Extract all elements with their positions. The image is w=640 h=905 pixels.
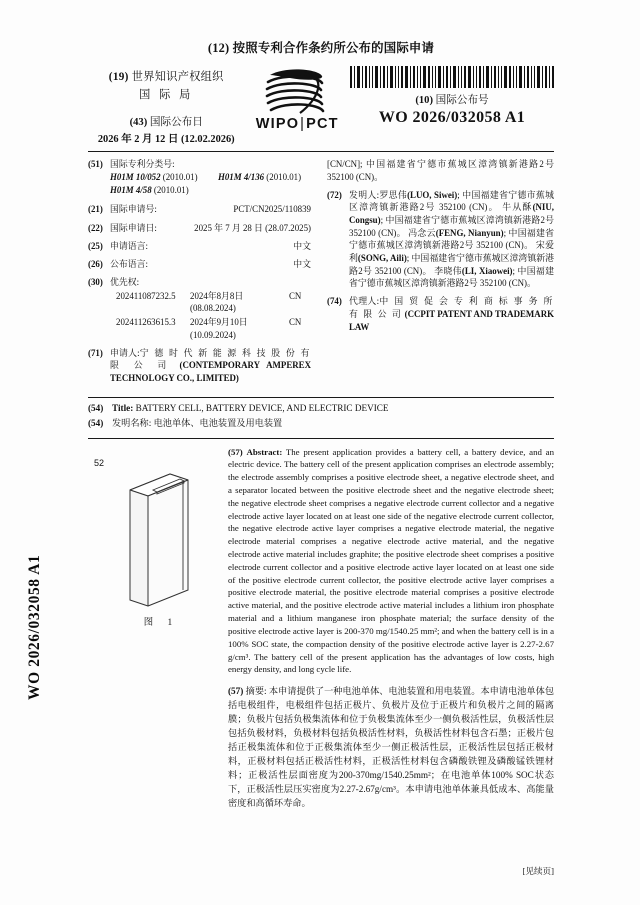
ipc-version-1: (2010.01) <box>266 171 302 182</box>
ipc-version-0: (2010.01) <box>162 171 198 182</box>
field-applicant-label: 申请人: <box>110 347 140 358</box>
field-publication-language-label: 公布语言: <box>110 258 148 269</box>
field-priority <box>88 276 311 341</box>
biblio-left-column <box>88 158 321 390</box>
abstract-cn-text: 本申请提供了一种电池单体、电池装置和用电装置。本申请电池单体包括电极组件，电极组件包括正极片、负极片及位于正极片和负极片之间的隔离膜；负极片包括负极集流体和位于负极集流体至少一侧负极活性层，负极活性层包括负极材料，负极材料包括负极活性材料，负极活性材料包含石墨；正极片包括正极集流体和位于正极集流体至少一侧正极活性层，正极活性层包括正极材料，正极材料包括正极活性材料，正极活性材料包含磷酸铁锂及磷酸锰铁锂材料；正极活性层面密度为200-370mg/1540.25mm²；在电池单体100% SOC状态下，正极活性层压实密度为2.27-2.67g/cm³。本申请电池单体兼具低成本、高能量密度和高循环寿命。 <box>228 686 555 809</box>
inventor-name-cn-0: 罗思伟 <box>379 189 408 200</box>
document-kind-code: (12) <box>207 41 230 55</box>
inventor-name-cn-2: 冯念云 <box>408 227 436 238</box>
inventor-name-cn-4: 李晓伟 <box>434 265 462 276</box>
field-application-date <box>88 222 311 235</box>
applicant-country: [CN/CN]; <box>327 159 363 169</box>
abstract-en-code: (57) <box>228 446 243 457</box>
title-code-en: (54) <box>88 403 104 414</box>
priority-country-1: CN <box>289 316 302 327</box>
abstract-cn <box>228 685 554 811</box>
wipo-text: WIPO <box>255 116 300 132</box>
inventor-name-cn-3: 宋爱利 <box>349 240 555 263</box>
title-label-en: Title: <box>112 403 134 414</box>
priority-country-0: CN <box>289 290 302 301</box>
organization-block <box>88 66 244 145</box>
figure-caption: 图 1 <box>143 617 179 628</box>
field-app-date-label: 国际申请日: <box>110 222 157 233</box>
field-publication-language-code: (26) <box>88 258 103 269</box>
field-ipc <box>88 158 311 198</box>
inventor-address-3: 中国福建省宁德市蕉城区漳湾镇新港路2号 352100 (CN)。 <box>349 252 555 276</box>
inventor-name-cn-1: 牛从酥 <box>502 202 533 213</box>
field-applicant-code: (71) <box>88 347 103 358</box>
inventor-name-en-0: (LUO, Siwei) <box>407 189 458 200</box>
pub-date-label: 国际公布日 <box>149 117 203 128</box>
inventor-address-1: 中国福建省宁德市蕉城区漳湾镇新港路2号 352100 (CN)。 <box>349 215 555 238</box>
wipo-swoosh-icon <box>260 67 334 117</box>
agent-name-cn: 中 国 贸 促 会 专 利 商 标 事 务 所 有 限 公 司 <box>349 296 554 320</box>
pub-number-code: (10) <box>415 95 434 106</box>
field-inventors: (72) 发明人:罗思伟(LUO, Siwei); 中国福建省宁德市蕉城区漳湾镇新港路2号 352100 (CN)。 牛从酥(NIU, Congsu); 中国福建省宁德市蕉城区漳湾镇新港路2号 352100 (CN)。 冯念云(FENG, Nianyun); 中国福建省宁德市蕉城区漳湾镇新港路2号 352100 (CN)。 宋爱利(SONG, Aili); 中国福建省宁德市蕉城区漳湾镇新港路2号 352100 (CN)。 李晓伟(LI, Xiaowei); 中国福建省宁德市蕉城区漳湾镇新港路2号 352100 (CN)。 <box>327 189 555 289</box>
priority-number-1: 202411263615.3 <box>116 316 176 327</box>
ipc-version-2: (2010.01) <box>153 185 189 196</box>
wipo-logo <box>244 66 350 132</box>
field-app-date-code: (22) <box>88 222 103 233</box>
inventor-name-en-1: (NIU, Congsu) <box>349 202 555 226</box>
publication-number-block <box>350 66 554 127</box>
international-bureau: 国 际 局 <box>139 89 194 101</box>
field-inventors-label: 发明人: <box>349 189 380 200</box>
abstract-text-block <box>228 446 554 820</box>
field-application-number <box>88 203 311 216</box>
document-kind-line <box>88 38 554 56</box>
inventor-address-2: 中国福建省宁德市蕉城区漳湾镇新港路2号 352100 (CN)。 <box>349 227 555 251</box>
ipc-symbol-1: H01M 4/136 <box>217 171 265 182</box>
field-filing-language <box>88 240 311 253</box>
field-app-number-value: PCT/CN2025/110839 <box>233 204 311 215</box>
pub-date-value: 2026 年 2 月 12 日 (12.02.2026) <box>97 134 235 145</box>
priority-row <box>110 290 311 315</box>
inventor-name-en-2: (FENG, Nianyun) <box>435 227 504 238</box>
agent-name-en: (CCPIT PATENT AND TRADEMARK LAW <box>349 309 555 332</box>
field-app-number-label: 国际申请号: <box>110 204 157 215</box>
header-row <box>88 66 554 144</box>
inventor-name-en-4: (LI, Xiaowei) <box>461 265 513 276</box>
field-inventors-code: (72) <box>327 189 342 200</box>
figure-reference-numeral: 52 <box>94 457 105 468</box>
abstract-en <box>228 446 554 677</box>
abstract-en-label: Abstract: <box>246 446 283 457</box>
applicant-name-en: (CONTEMPORARY AMPEREX TECHNOLOGY CO., LIMITED) <box>110 360 312 383</box>
field-filing-language-label: 申请语言: <box>110 240 148 251</box>
side-publication-number: WO 2026/032058 A1 <box>26 554 43 700</box>
field-ipc-code: (51) <box>88 159 103 169</box>
field-publication-language <box>88 258 311 271</box>
inventor-address-0: 中国福建省宁德市蕉城区漳湾镇新港路2号 352100 (CN)。 <box>349 189 555 213</box>
bibliographic-data <box>88 158 554 390</box>
battery-cell-drawing-icon <box>108 466 208 608</box>
header-divider <box>88 151 554 152</box>
continuation-note: [见续页] <box>522 866 554 876</box>
applicant-name-cn: 宁 德 时 代 新 能 源 科 技 股 份 有 限 公 司 <box>110 347 311 371</box>
field-applicant <box>88 347 311 385</box>
document-kind-text: 按照专利合作条约所公布的国际申请 <box>232 41 435 55</box>
field-publication-language-value: 中文 <box>293 258 311 269</box>
pub-date-code: (43) <box>129 117 148 128</box>
pub-number-label: 国际公布号 <box>435 95 489 106</box>
wipo-wordmark <box>244 116 350 132</box>
priority-row <box>110 316 311 341</box>
ipc-symbol-2: H01M 4/58 <box>110 185 152 196</box>
abstract-cn-code: (57) <box>228 686 244 697</box>
title-code-cn: (54) <box>88 417 104 428</box>
field-agent <box>327 295 554 333</box>
field-ipc-label: 国际专利分类号: <box>110 159 175 169</box>
abstract-section <box>88 446 554 820</box>
organization-name: 世界知识产权组织 <box>131 71 224 83</box>
title-label-cn: 发明名称: <box>112 417 152 428</box>
field-filing-language-code: (25) <box>88 240 103 251</box>
title-section <box>88 401 554 430</box>
field-app-date-value: 2025 年 7 月 28 日 (28.07.2025) <box>194 222 311 233</box>
barcode-icon <box>350 66 554 88</box>
field-filing-language-value: 中文 <box>293 240 311 251</box>
applicant-continuation <box>327 158 554 183</box>
title-row-en <box>88 401 554 416</box>
organization-code: (19) <box>108 71 129 83</box>
applicant-address: 中国福建省宁德市蕉城区漳湾镇新港路2号 352100 (CN)。 <box>327 159 555 182</box>
priority-date-0: 2024年8月8日 (08.08.2024) <box>190 290 244 314</box>
figure-block <box>88 446 228 820</box>
field-agent-label: 代理人: <box>349 296 380 307</box>
title-divider-top <box>88 397 554 398</box>
priority-number-0: 202411087232.5 <box>116 290 176 301</box>
abstract-en-text: The present application provides a battery cell, a battery device, and an electric device. The battery cell of the present application comprises an electrode assembly; the electrode assembly comprises a positive electrode sheet, a negative electrode sheet, and a separator located between the positive electrode sheet and the negative electrode sheet; the negative electrode sheet comprises a negative electrode current collector and a negative electrode active layer located on at least one side of the negative electrode current collector, the negative electrode active layer comprises a negative electrode material, the negative electrode material comprises a negative electrode active material, and the negative electrode active material includes graphite; the positive electrode sheet comprises a positive electrode current collector and a positive electrode active layer located on at least one side of the positive electrode current collector, the positive electrode active layer comprises a positive electrode material, the positive electrode material comprises a positive electrode active material, and the positive electrode active material includes a lithium iron phosphate material and a lithium manganese iron phosphate material; the surface density of the positive electrode active layer is 200-370 mg/1540.25 mm²; and when the battery cell is in a 100% SOC state, the compaction density of the positive electrode active layer is 2.27-2.67 g/cm³. The battery cell of the present application has the advantages of low costs, high energy density, and long cycle life. <box>228 446 554 675</box>
title-value-en: BATTERY CELL, BATTERY DEVICE, AND ELECTRIC DEVICE <box>135 403 389 414</box>
pct-text: PCT <box>306 116 339 132</box>
inventor-address-4: 中国福建省宁德市蕉城区漳湾镇新港路2号 352100 (CN)。 <box>349 265 555 289</box>
inventor-name-en-3: (SONG, Aili) <box>357 252 407 263</box>
pub-number-value: WO 2026/032058 A1 <box>378 109 526 126</box>
priority-date-1: 2024年9月10日 (10.09.2024) <box>190 316 248 340</box>
ipc-symbol-0: H01M 10/052 <box>110 171 161 182</box>
field-priority-label: 优先权: <box>110 276 140 287</box>
document-body <box>88 38 554 820</box>
title-divider-bottom <box>88 438 554 439</box>
biblio-right-column <box>321 158 554 390</box>
title-value-cn: 电池单体、电池装置及用电装置 <box>153 417 283 428</box>
abstract-cn-label: 摘要: <box>245 686 267 697</box>
field-agent-code: (74) <box>327 296 342 307</box>
title-row-cn <box>88 416 554 431</box>
field-priority-code: (30) <box>88 276 103 287</box>
wipo-separator: | <box>300 116 306 132</box>
field-app-number-code: (21) <box>88 204 103 215</box>
